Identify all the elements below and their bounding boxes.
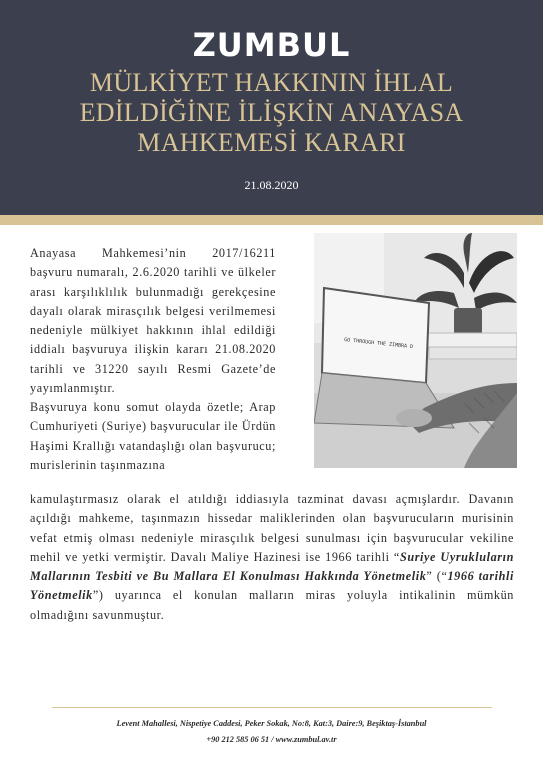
laptop-photo (314, 233, 517, 468)
firm-logo: ZUMBUL (192, 26, 351, 64)
paragraph-2-start: Başvuruya konu somut olayda özetle; Arap Cumhuriyeti (Suriye) başvurucular ile Ürdün Haşimi Krallığı vatandaşlığı olan başvurucu; murislerinin taşınmazına (30, 400, 276, 472)
footer-contact: +90 212 585 06 51 / www.zumbul.av.tr (206, 735, 337, 744)
paragraph-2-end: ”) uyarınca el konulan malların miras yoluyla intikalinin mümkün olmadığını savunmuştur. (30, 588, 514, 622)
regulation-name: Suriye Uyrukluların Mallarının Tesbiti ve Bu Mallara El Konulması Hakkında Yönetmelik (30, 549, 515, 584)
header-banner (0, 0, 543, 215)
paragraph-2-continued (30, 490, 514, 625)
paragraph-1: Anayasa Mahkemesi’nin 2017/16211 başvuru numaralı, 2.6.2020 tarihli ve ülkeler arası karşılıklılık bulunmadığı gerekçesine dayalı olarak mirasçılık belgesi verilmemesi nedeniyle mülkiyet hakkının ihlal edildiği iddialı başvuruya ilişkin kararı 21.08.2020 tarihli ve 31220 sayılı Resmi Gazete’de yayımlanmıştır. (30, 246, 276, 396)
screen-text: GO THROUGH THE ZIMBRA D (343, 337, 414, 351)
regulation-short-name: 1966 tarihli Yönetmelik (30, 569, 515, 603)
footer-address: Levent Mahallesi, Nispetiye Caddesi, Peker Sokak, No:8, Kat:3, Daire:9, Beşiktaş-İstanbul (116, 719, 427, 728)
page-title: MÜLKİYET HAKKININ İHLAL EDİLDİĞİNE İLİŞKİN ANAYASA MAHKEMESİ KARARI (79, 68, 464, 157)
accent-divider (0, 215, 543, 225)
regulation-connector: ” (“ (426, 569, 448, 584)
footer-divider (52, 707, 492, 708)
publication-date: 21.08.2020 (244, 178, 299, 192)
paragraph-2-text: kamulaştırmasız olarak el atıldığı iddiasıyla tazminat davası açmışlardır. Davanın açıldığı mahkeme, taşınmazın hissedar maliklerinden olan başvurucuların murisinin vefat etmiş olması nedeniyle mirasçılık belgesi sunulması için başvurucular vekiline mehil ve yetki vermiştir. Davalı Maliye Hazinesi ise 1966 tarihli “ (30, 492, 514, 564)
